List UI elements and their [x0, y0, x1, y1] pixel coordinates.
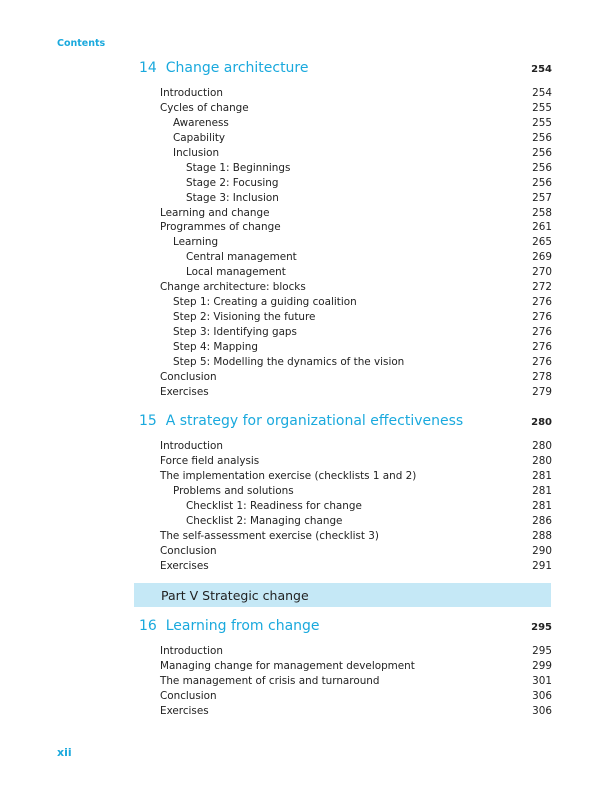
chapter-14-section	[139, 60, 552, 400]
chapter-page-number: 254	[531, 64, 552, 75]
toc-entry-title: Introduction	[160, 645, 223, 657]
toc-entry-page: 306	[532, 689, 552, 702]
toc-entry-page: 270	[532, 266, 552, 279]
chapter-number: 15	[139, 413, 157, 429]
chapter-number: 16	[139, 618, 157, 634]
toc-entry[interactable]	[139, 499, 552, 514]
toc-entry[interactable]	[139, 529, 552, 544]
page-number: xii	[57, 746, 72, 759]
toc-entry-page: 255	[532, 101, 552, 114]
toc-entry[interactable]	[139, 484, 552, 499]
toc-entry[interactable]	[139, 310, 552, 325]
toc-entry-title: Step 1: Creating a guiding coalition	[173, 296, 357, 309]
chapter-title: A strategy for organizational effectiveness	[165, 413, 464, 429]
toc-entry-title: Conclusion	[160, 370, 217, 383]
chapter-heading-text	[139, 60, 309, 76]
toc-entry-page: 281	[532, 469, 552, 482]
toc-entry-title: Stage 3: Inclusion	[186, 191, 279, 204]
toc-entry-page: 256	[532, 176, 552, 189]
toc-entry[interactable]	[139, 644, 552, 659]
toc-entry-page: 281	[532, 484, 552, 497]
toc-entry-title: Exercises	[160, 559, 209, 572]
toc-entry[interactable]	[139, 439, 552, 454]
chapter-title: Learning from change	[165, 618, 320, 634]
toc-entry[interactable]	[139, 176, 552, 191]
toc-entry-page: 255	[532, 116, 552, 129]
toc-entry[interactable]	[139, 514, 552, 529]
toc-entry-page: 276	[532, 311, 552, 324]
toc-entry[interactable]	[139, 704, 552, 719]
toc-entry[interactable]	[139, 689, 552, 704]
toc-entry-title: Step 4: Mapping	[173, 340, 258, 353]
chapter-16-section	[139, 618, 552, 719]
chapter-15-section	[139, 413, 552, 573]
toc-entry[interactable]	[139, 86, 552, 101]
toc-entry-title: Inclusion	[173, 146, 220, 159]
toc-entry-title: Stage 1: Beginnings	[186, 161, 291, 174]
chapter-heading-text	[139, 618, 320, 634]
toc-entry[interactable]	[139, 131, 552, 146]
toc-entry-page: 286	[532, 514, 552, 527]
part-v-banner	[134, 583, 551, 607]
toc-entry-title: Learning and change	[160, 206, 270, 219]
toc-entry-title: Step 3: Identifying gaps	[173, 326, 297, 338]
toc-entry-title: Conclusion	[160, 544, 217, 557]
toc-entry-title: Stage 2: Focusing	[186, 176, 279, 189]
toc-entry[interactable]	[139, 295, 552, 310]
toc-entry-page: 258	[532, 206, 552, 219]
toc-entry[interactable]	[139, 161, 552, 176]
toc-entry-page: 280	[532, 440, 552, 452]
toc-entry[interactable]	[139, 101, 552, 116]
toc-entry-page: 256	[532, 146, 552, 159]
chapter-title: Change architecture	[165, 60, 309, 76]
toc-entry-page: 265	[532, 236, 552, 249]
toc-entry[interactable]	[139, 325, 552, 340]
toc-entry[interactable]	[139, 340, 552, 355]
toc-entry-page: 280	[532, 454, 552, 467]
toc-entry[interactable]	[139, 206, 552, 221]
toc-entry-title: Conclusion	[160, 689, 217, 702]
toc-entry-page: 291	[532, 559, 552, 572]
toc-entry-page: 276	[532, 296, 552, 309]
running-head: Contents	[57, 38, 106, 49]
toc-entry-page: 281	[532, 499, 552, 512]
chapter-heading[interactable]	[139, 618, 552, 644]
toc-entry-page: 295	[532, 645, 552, 657]
toc-entry-title: Exercises	[160, 704, 209, 717]
chapter-heading-text	[139, 413, 463, 429]
toc-entry[interactable]	[139, 385, 552, 400]
chapter-page-number: 295	[531, 622, 552, 633]
toc-entry-page: 276	[532, 326, 552, 338]
toc-entry-list	[139, 644, 552, 719]
toc-entry-page: 256	[532, 131, 552, 144]
toc-entry-title: Capability	[173, 131, 226, 144]
toc-entry-page: 290	[532, 544, 552, 557]
toc-entry-page: 278	[532, 370, 552, 383]
toc-entry-page: 254	[532, 87, 552, 99]
toc-entry[interactable]	[139, 674, 552, 689]
toc-entry-title: The management of crisis and turnaround	[160, 674, 380, 687]
toc-entry-page: 279	[532, 385, 552, 398]
toc-entry[interactable]	[139, 235, 552, 250]
toc-entry-title: Awareness	[173, 116, 229, 129]
chapter-heading[interactable]	[139, 413, 552, 439]
toc-entry-page: 276	[532, 355, 552, 368]
toc-entry-title: The implementation exercise (checklists 1 and 2)	[160, 469, 417, 482]
toc-entry-title: Step 5: Modelling the dynamics of the vision	[173, 355, 405, 368]
chapter-page-number: 280	[531, 417, 552, 428]
toc-entry[interactable]	[139, 469, 552, 484]
chapter-heading[interactable]	[139, 60, 552, 86]
toc-entry-title: Local management	[186, 266, 286, 279]
chapter-number: 14	[139, 60, 157, 76]
toc-entry-title: Introduction	[160, 440, 223, 452]
toc-entry[interactable]	[139, 250, 552, 265]
toc-entry[interactable]	[139, 659, 552, 674]
toc-entry-page: 299	[532, 659, 552, 672]
toc-entry-page: 256	[532, 161, 552, 174]
toc-entry[interactable]	[139, 146, 552, 161]
toc-entry-title: Checklist 2: Managing change	[186, 514, 343, 527]
toc-entry-title: Checklist 1: Readiness for change	[186, 499, 362, 512]
toc-entry[interactable]	[139, 220, 552, 235]
toc-entry-title: Force field analysis	[160, 454, 260, 467]
toc-entry-title: Exercises	[160, 385, 209, 398]
toc-entry-title: The self-assessment exercise (checklist 3)	[160, 529, 379, 542]
toc-entry-page: 257	[532, 191, 552, 204]
toc-entry-title: Problems and solutions	[173, 484, 294, 497]
toc-entry-page: 261	[532, 221, 552, 234]
toc-entry-title: Change architecture: blocks	[160, 281, 306, 294]
toc-entry-title: Step 2: Visioning the future	[173, 311, 316, 324]
toc-entry[interactable]	[139, 265, 552, 280]
toc-entry-list	[139, 86, 552, 400]
toc-entry-title: Introduction	[160, 87, 223, 99]
toc-entry-title: Central management	[186, 251, 297, 264]
toc-entry-title: Programmes of change	[160, 221, 281, 234]
toc-entry[interactable]	[139, 559, 552, 574]
toc-entry[interactable]	[139, 454, 552, 469]
toc-entry[interactable]	[139, 280, 552, 295]
toc-entry[interactable]	[139, 544, 552, 559]
toc-entry[interactable]	[139, 370, 552, 385]
toc-entry[interactable]	[139, 355, 552, 370]
toc-entry-page: 301	[532, 674, 552, 687]
toc-entry-page: 269	[532, 251, 552, 264]
toc-entry-page: 288	[532, 529, 552, 542]
part-title: Part V Strategic change	[161, 587, 309, 603]
toc-entry[interactable]	[139, 191, 552, 206]
toc-entry-list	[139, 439, 552, 573]
toc-entry-page: 276	[532, 340, 552, 353]
toc-entry-page: 306	[532, 704, 552, 717]
toc-entry[interactable]	[139, 116, 552, 131]
toc-entry-page: 272	[532, 281, 552, 294]
toc-entry-title: Managing change for management development	[160, 659, 415, 672]
toc-entry-title: Cycles of change	[160, 101, 249, 114]
toc-entry-title: Learning	[173, 236, 219, 249]
